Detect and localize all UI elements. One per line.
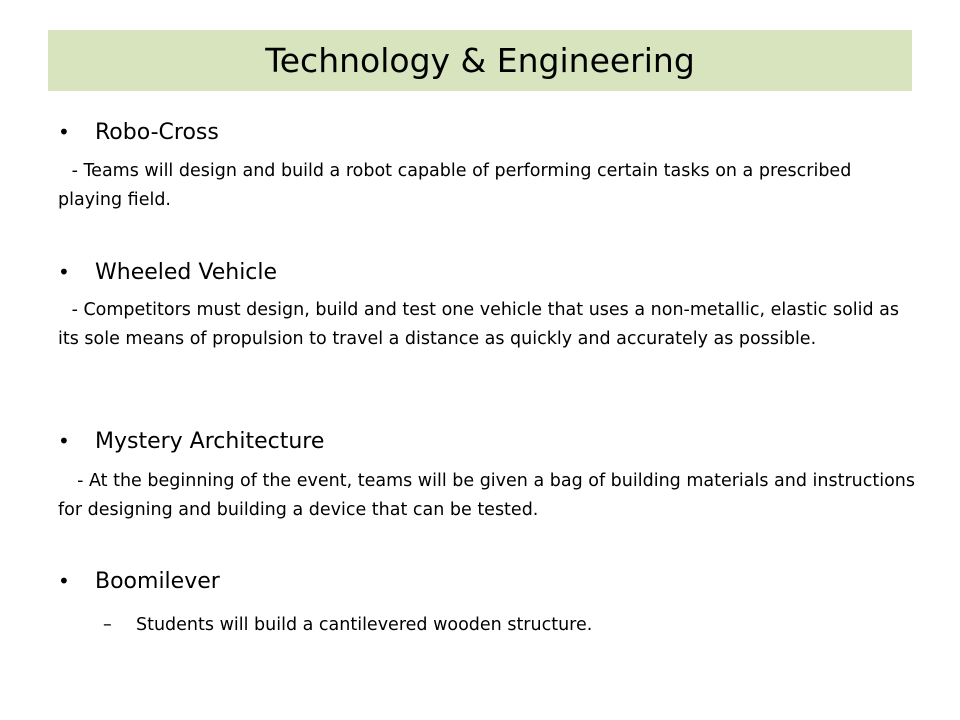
description-wheeled-vehicle: - Competitors must design, build and test one vehicle that uses a non-metallic, elastic solid as its sole means of propulsion to travel a distance as quickly and accurately as possible. xyxy=(58,300,905,349)
bullet-heading-wheeled-vehicle: Wheeled Vehicle xyxy=(95,260,278,285)
dash-icon: – xyxy=(103,615,112,635)
title-bar xyxy=(48,30,912,91)
bullet-icon: • xyxy=(58,429,70,453)
bullet-heading-robo-cross: Robo-Cross xyxy=(95,120,219,145)
bullet-heading-mystery-architecture: Mystery Architecture xyxy=(95,429,325,454)
description-robo-cross: - Teams will design and build a robot capable of performing certain tasks on a prescribed playing field. xyxy=(58,161,857,210)
slide-title: Technology & Engineering xyxy=(265,41,695,80)
bullet-heading-boomilever: Boomilever xyxy=(95,569,220,594)
sub-item-text: Students will build a cantilevered wooden structure. xyxy=(136,615,593,635)
bullet-icon: • xyxy=(58,569,70,593)
bullet-icon: • xyxy=(58,120,70,144)
bullet-icon: • xyxy=(58,260,70,284)
description-mystery-architecture: - At the beginning of the event, teams will be given a bag of building materials and instructions for designing and building a device that can be tested. xyxy=(58,471,921,520)
